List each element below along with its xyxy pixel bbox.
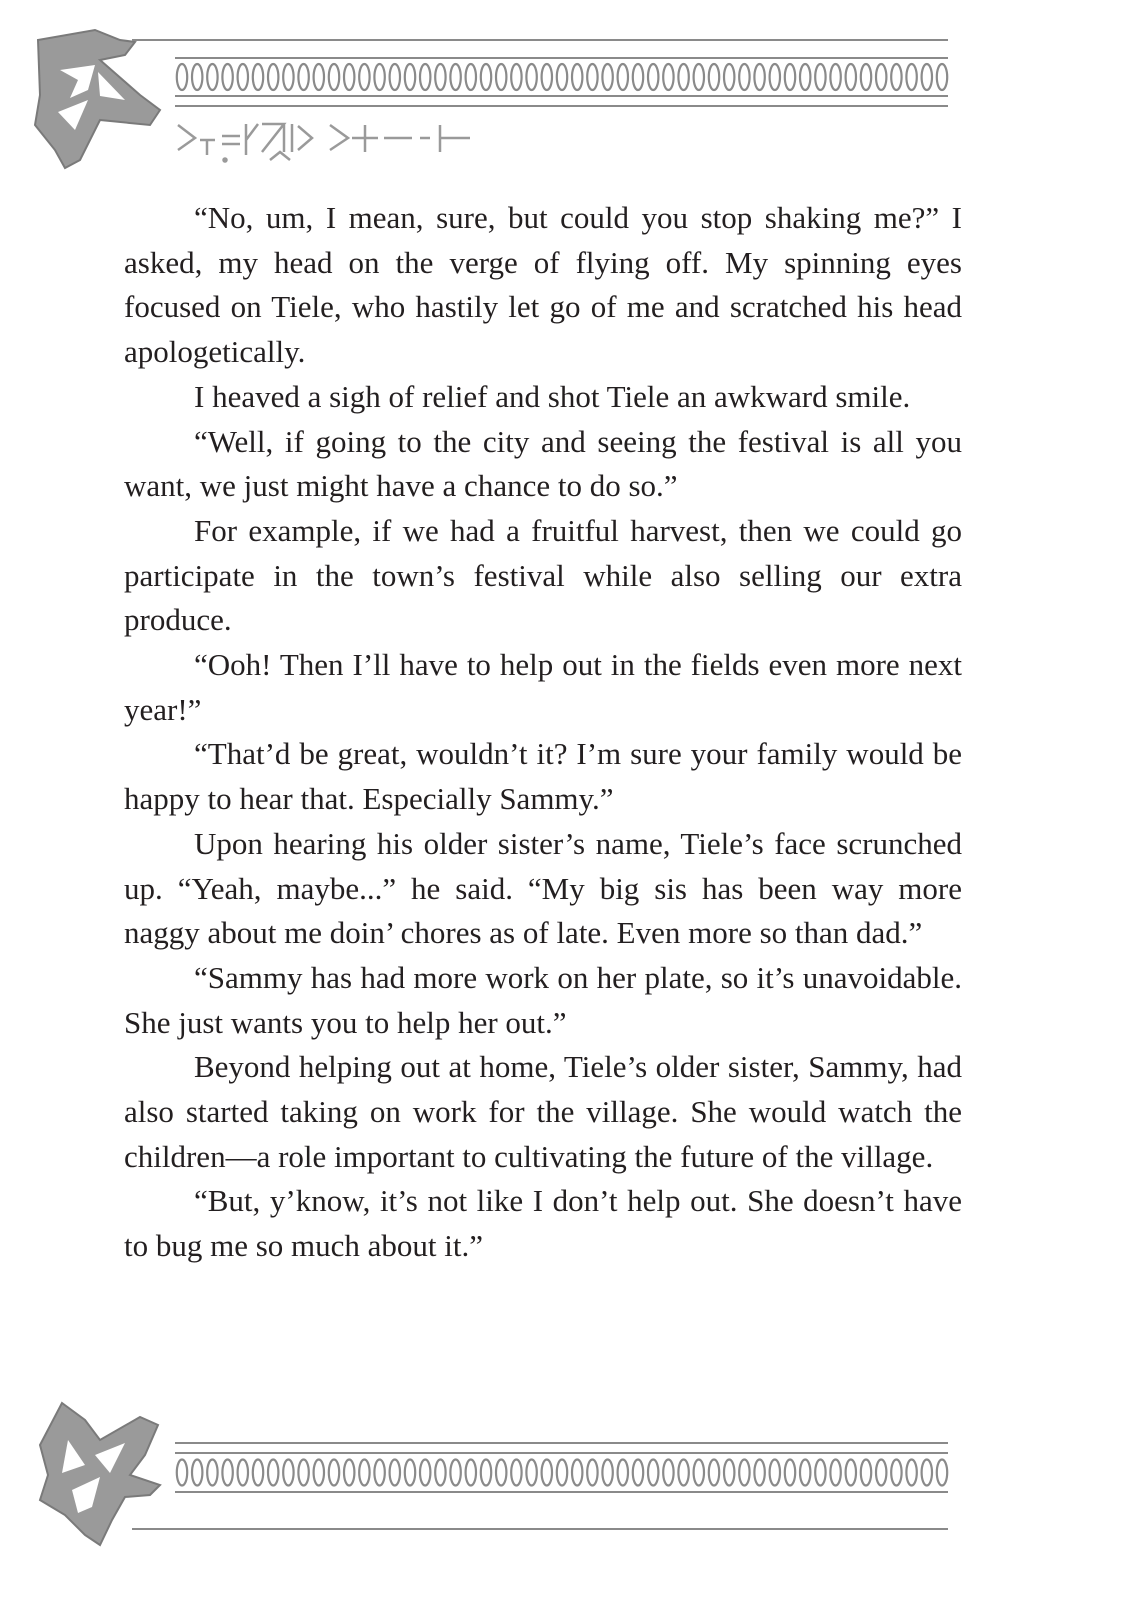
fleur-corner-emblem-icon xyxy=(40,1403,160,1545)
fleur-corner-emblem-icon xyxy=(35,30,160,168)
oval-chain-border-icon xyxy=(177,1460,947,1486)
oval-chain-border-icon xyxy=(177,64,947,90)
rune-script-icon xyxy=(178,124,470,162)
header-ornament xyxy=(0,0,1125,190)
paragraph: Beyond helping out at home, Tiele’s older sister, Sammy, had also started taking on work for the village. She would watch the children—a role important to cultivating the future of the village. xyxy=(124,1049,962,1174)
paragraph: “That’d be great, wouldn’t it? I’m sure your family would be happy to hear that. Especially Sammy.” xyxy=(124,736,962,817)
paragraph: “But, y’know, it’s not like I don’t help out. She doesn’t have to bug me so much about it.” xyxy=(124,1183,962,1264)
paragraph: Upon hearing his older sister’s name, Tiele’s face scrunched up. “Yeah, maybe...” he said. “My big sis has been way more naggy about me doin’ chores as of late. Even more so than dad.” xyxy=(124,825,962,951)
paragraph: “Well, if going to the city and seeing the festival is all you want, we just might have a chance to do so.” xyxy=(124,423,962,504)
paragraph: “Ooh! Then I’ll have to help out in the fields even more next year!” xyxy=(124,647,962,727)
paragraph: I heaved a sigh of relief and shot Tiele an awkward smile. xyxy=(194,378,911,414)
paragraph: “No, um, I mean, sure, but could you stop shaking me?” I asked, my head on the verge of flying off. My spinning eyes focused on Tiele, who hastily let go of me and scratched his head apologetically. xyxy=(124,200,962,370)
footer-ornament xyxy=(0,1395,1125,1600)
chapter-body-text xyxy=(124,196,962,1269)
paragraph: For example, if we had a fruitful harvest, then we could go participate in the town’s festival while also selling our extra produce. xyxy=(124,512,962,638)
paragraph: “Sammy has had more work on her plate, so it’s unavoidable. She just wants you to help her out.” xyxy=(124,959,962,1040)
